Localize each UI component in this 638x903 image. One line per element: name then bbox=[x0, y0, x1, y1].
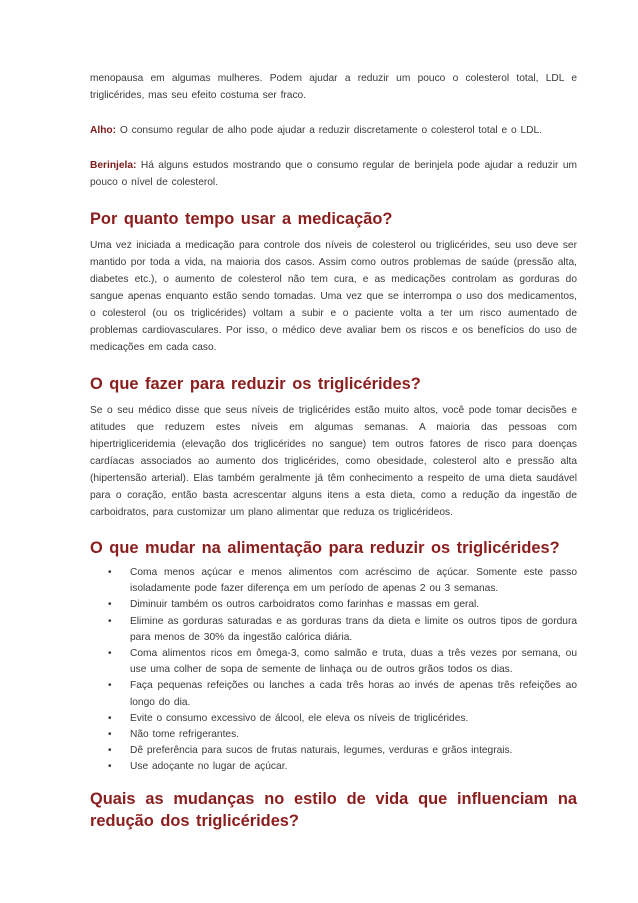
list-item: • Coma menos açúcar e menos alimentos com acréscimo de açúcar. Somente este passo isoladamente pode fazer diferença em um período de apenas 2 ou 3 semanas. bbox=[108, 567, 577, 595]
heading-estilo-de-vida: Quais as mudanças no estilo de vida que influenciam na redução dos triglicérides? bbox=[90, 789, 577, 830]
heading-reduzir-triglicerides: O que fazer para reduzir os triglicérides? bbox=[90, 375, 421, 393]
text-alho: O consumo regular de alho pode ajudar a reduzir discretamente o colesterol total e o LDL. bbox=[116, 125, 543, 136]
list-item: • Diminuir também os outros carboidratos como farinhas e massas em geral. bbox=[90, 597, 577, 613]
bullet-icon: • bbox=[108, 729, 112, 741]
paragraph-berinjela bbox=[90, 157, 577, 191]
list-item: • Não tome refrigerantes. bbox=[90, 727, 577, 743]
paragraph-alho bbox=[90, 122, 577, 139]
list-item: • Elimine as gorduras saturadas e as gorduras trans da dieta e limite os outros tipos de gordura para menos de 30% da ingestão calórica diária. bbox=[108, 615, 577, 643]
document-page bbox=[90, 70, 577, 839]
text-berinjela: Há alguns estudos mostrando que o consumo regular de berinjela pode ajudar a reduzir um pouco o nível de colesterol. bbox=[90, 160, 577, 188]
list-item: • Dê preferência para sucos de frutas naturais, legumes, verduras e grãos integrais. bbox=[90, 743, 577, 759]
heading-tempo-medicacao: Por quanto tempo usar a medicação? bbox=[90, 210, 393, 228]
heading-alimentacao: O que mudar na alimentação para reduzir os triglicérides? bbox=[90, 539, 560, 557]
bullet-icon: • bbox=[108, 648, 112, 660]
list-alimentacao bbox=[90, 565, 577, 776]
bullet-icon: • bbox=[108, 615, 112, 627]
paragraph-menopausa: menopausa em algumas mulheres. Podem ajudar a reduzir um pouco o colesterol total, LDL e triglicérides, mas seu efeito costuma ser fraco. bbox=[90, 73, 577, 101]
bullet-icon: • bbox=[108, 745, 112, 757]
bullet-icon: • bbox=[108, 567, 112, 578]
paragraph-reduzir-triglicerides: Se o seu médico disse que seus níveis de triglicérides estão muito altos, você pode tomar decisões e atitudes que reduzem estes níveis em algumas semanas. A maioria das pessoas com hipertrigliceridemia (elevação dos triglicérides no sangue) tem outros fatores de risco para doenças cardíacas associados ao aumento dos triglicérides, como obesidade, colesterol alto e pressão alta (hipertensão arterial). Elas também geralmente já têm conhecimento a respeito de uma dieta saudável para o coração, então basta acrescentar alguns itens a esta dieta, como a redução da ingestão de carboidratos, para customizar um plano alimentar que reduza os triglicérideos. bbox=[90, 405, 577, 518]
bullet-icon: • bbox=[108, 680, 112, 692]
bullet-icon: • bbox=[108, 599, 112, 611]
list-item: • Coma alimentos ricos em ômega-3, como salmão e truta, duas a três vezes por semana, ou use uma colher de sopa de semente de linhaça ou de outros grãos todos os dias. bbox=[108, 648, 577, 676]
bullet-icon: • bbox=[108, 761, 112, 773]
label-berinjela: Berinjela: bbox=[90, 160, 137, 171]
bullet-icon: • bbox=[108, 712, 112, 724]
list-item: • Evite o consumo excessivo de álcool, ele eleva os níveis de triglicérides. bbox=[90, 711, 577, 727]
list-item: • Faça pequenas refeições ou lanches a cada três horas ao invés de apenas três refeições ao longo do dia. bbox=[108, 680, 577, 708]
label-alho: Alho: bbox=[90, 125, 117, 136]
paragraph-tempo-medicacao: Uma vez iniciada a medicação para controle dos níveis de colesterol ou triglicérides, seu uso deve ser mantido por toda a vida, na maioria dos casos. Assim como outros problemas de saúde (pressão alta, diabetes etc.), o aumento de colesterol não tem cura, e as medicações controlam as gorduras do sangue apenas enquanto estão sendo tomadas. Uma vez que se interrompa o uso dos medicamentos, o colesterol (ou os triglicérides) voltam a subir e o paciente volta a ter um risco aumentado de problemas cardiovasculares. Por isso, o médico deve avaliar bem os riscos e os benefícios do uso de medicações em cada caso. bbox=[90, 240, 577, 353]
list-item: • Use adoçante no lugar de açúcar. bbox=[90, 759, 577, 775]
